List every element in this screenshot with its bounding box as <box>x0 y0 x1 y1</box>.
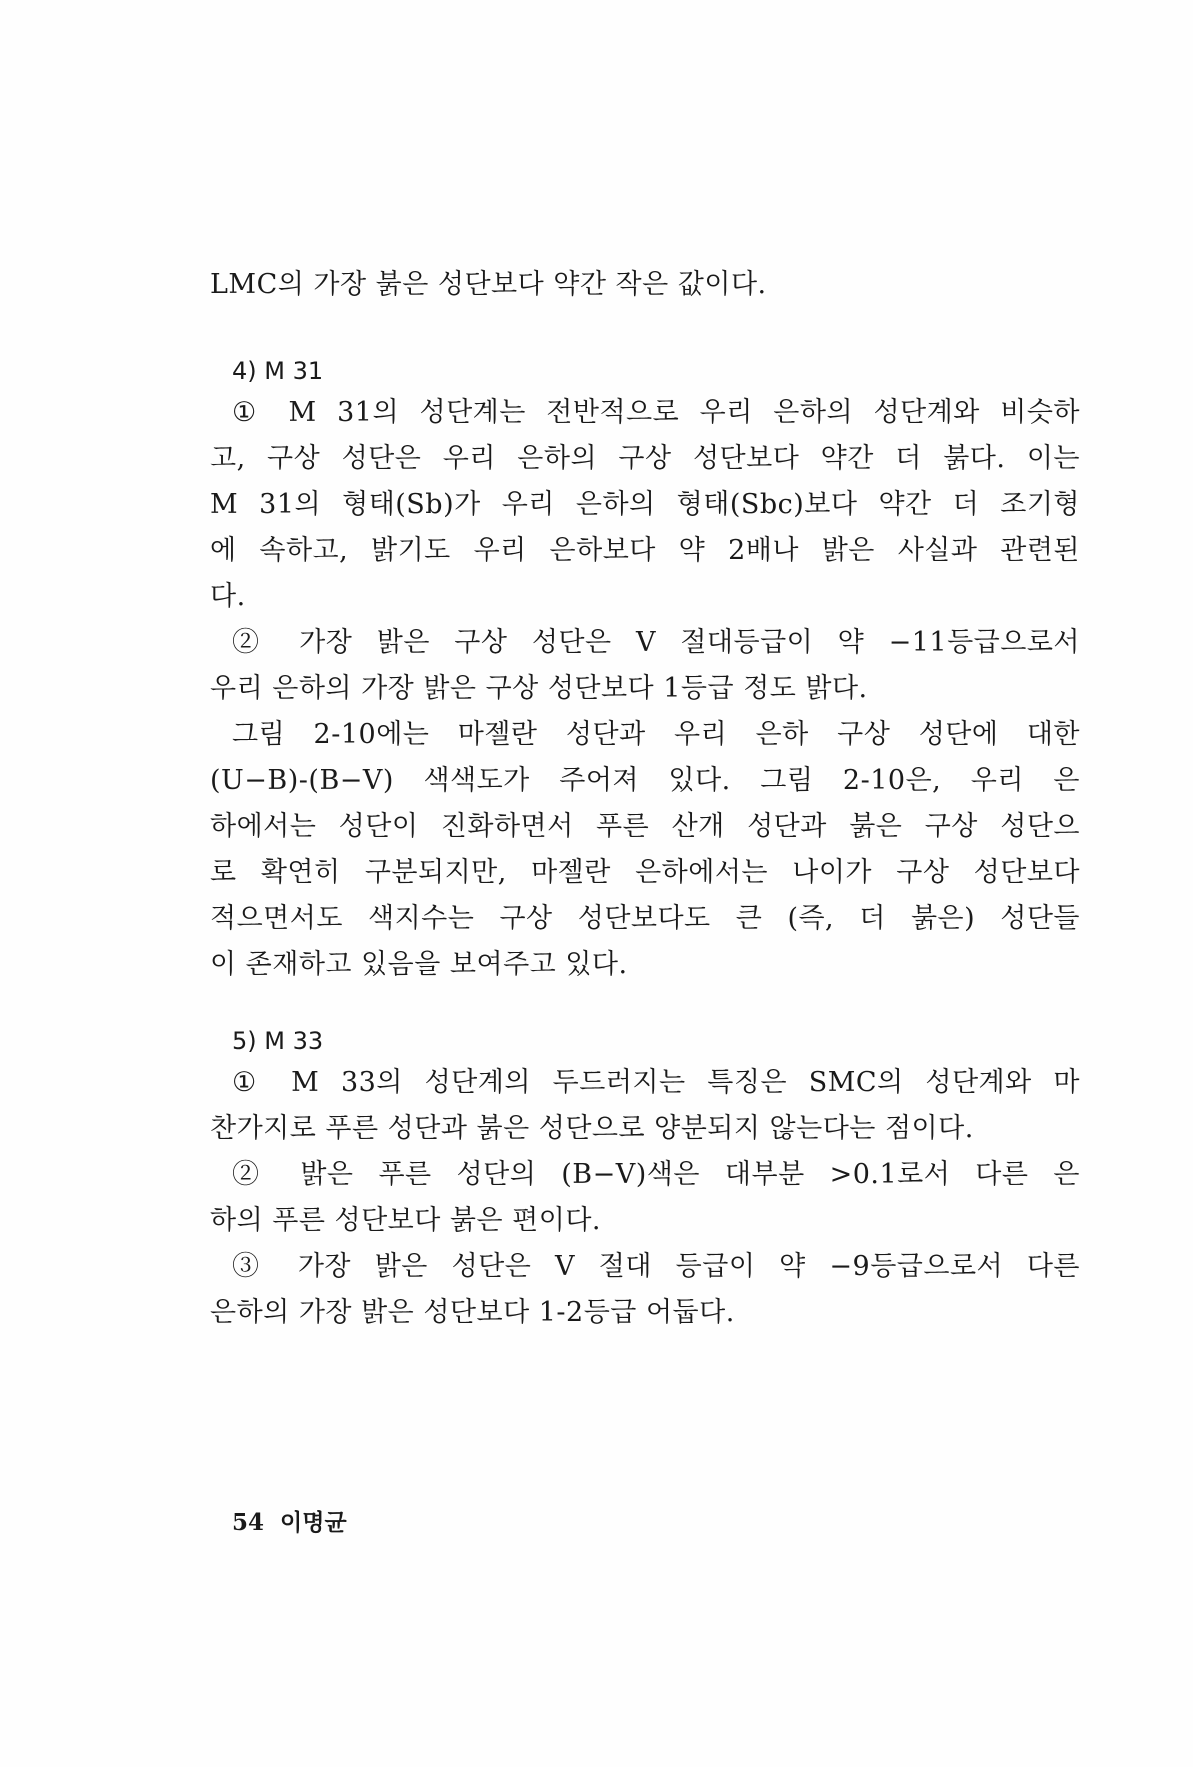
paragraph-line: M 31의 형태(Sb)가 우리 은하의 형태(Sbc)보다 약간 더 조기형 <box>210 489 1080 520</box>
paragraph-line: 적으면서도 색지수는 구상 성단보다도 큰 (즉, 더 붉은) 성단들 <box>210 903 1080 934</box>
author-name: 이명균 <box>280 1509 347 1536</box>
paragraph-line: 찬가지로 푸른 성단과 붉은 성단으로 양분되지 않는다는 점이다. <box>210 1113 974 1144</box>
paragraph-line: 다. <box>210 581 246 612</box>
paragraph-line: 에 속하고, 밝기도 우리 은하보다 약 2배나 밝은 사실과 관련된 <box>210 535 1080 566</box>
section-heading-m33: 5) M 33 <box>232 1027 324 1055</box>
page-footer <box>232 1504 347 1537</box>
paragraph-line: 이 존재하고 있음을 보여주고 있다. <box>210 949 628 980</box>
paragraph-line: 로 확연히 구분되지만, 마젤란 은하에서는 나이가 구상 성단보다 <box>210 857 1080 888</box>
paragraph-line: ② 밝은 푸른 성단의 (B−V)색은 대부분 >0.1로서 다른 은 <box>232 1159 1080 1190</box>
paragraph-line: 하의 푸른 성단보다 붉은 편이다. <box>210 1205 601 1236</box>
paragraph-line: 고, 구상 성단은 우리 은하의 구상 성단보다 약간 더 붉다. 이는 <box>210 443 1080 474</box>
page-number: 54 <box>232 1509 265 1536</box>
paragraph-line: ① M 31의 성단계는 전반적으로 우리 은하의 성단계와 비슷하 <box>232 397 1080 428</box>
paragraph-line: 은하의 가장 밝은 성단보다 1-2등급 어둡다. <box>210 1297 735 1328</box>
paragraph-line: (U−B)-(B−V) 색색도가 주어져 있다. 그림 2-10은, 우리 은 <box>210 765 1080 796</box>
paragraph-line: 하에서는 성단이 진화하면서 푸른 산개 성단과 붉은 구상 성단으 <box>210 811 1080 842</box>
paragraph-line: 그림 2-10에는 마젤란 성단과 우리 은하 구상 성단에 대한 <box>232 719 1080 750</box>
section-heading-m31: 4) M 31 <box>232 357 324 385</box>
paragraph-line: 우리 은하의 가장 밝은 구상 성단보다 1등급 정도 밝다. <box>210 673 868 704</box>
intro-line: LMC의 가장 붉은 성단보다 약간 작은 값이다. <box>210 269 767 300</box>
paragraph-line: ① M 33의 성단계의 두드러지는 특징은 SMC의 성단계와 마 <box>232 1067 1080 1098</box>
paragraph-line: ③ 가장 밝은 성단은 V 절대 등급이 약 −9등급으로서 다른 <box>232 1251 1080 1282</box>
paragraph-line: ② 가장 밝은 구상 성단은 V 절대등급이 약 −11등급으로서 <box>232 627 1080 658</box>
